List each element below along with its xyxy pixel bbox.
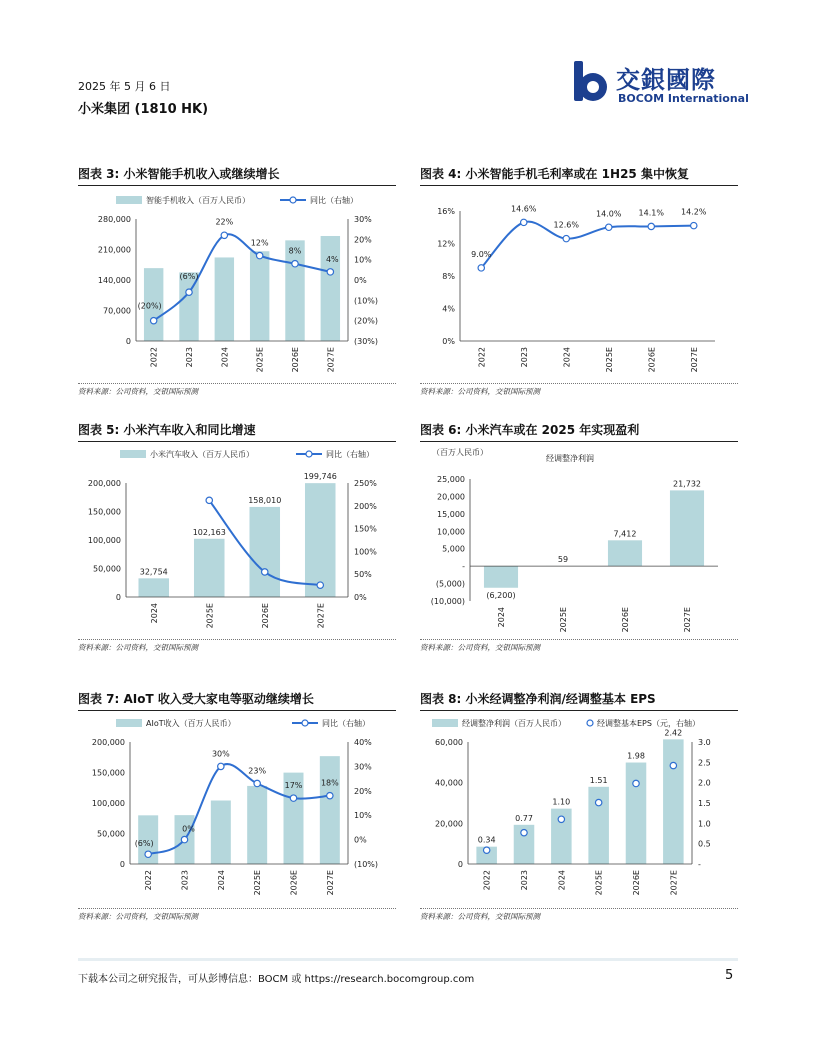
x-tick-label: 2025E xyxy=(559,607,568,633)
logo-chinese-name: 交銀國際 xyxy=(616,66,716,94)
source-rule xyxy=(78,639,396,640)
line-point xyxy=(563,235,569,241)
legend-bar-label: 小米汽车收入（百万人民币） xyxy=(150,450,254,459)
x-tick-label: 2026E xyxy=(260,603,270,629)
source-note: 资料来源：公司资料，交银国际预测 xyxy=(78,643,198,652)
y2-tick-label: 100% xyxy=(354,547,377,557)
line-point xyxy=(521,829,527,835)
x-tick-label: 2022 xyxy=(482,870,492,891)
chart-panel-smartphone-revenue xyxy=(78,165,396,400)
line-data-label: 8% xyxy=(288,246,302,256)
x-tick-label: 2027E xyxy=(669,870,679,896)
source-rule xyxy=(420,639,738,640)
y-tick-label: 0 xyxy=(119,860,125,869)
line-data-label: 14.6% xyxy=(511,204,537,214)
y-tick-label: - xyxy=(462,562,465,572)
y-tick-label: 0 xyxy=(457,860,463,869)
x-tick-label: 2025E xyxy=(604,347,614,373)
title-rule xyxy=(78,185,396,186)
y2-tick-label: 3.0 xyxy=(698,738,711,747)
y-tick-label: 20,000 xyxy=(435,819,463,829)
x-tick-label: 2027E xyxy=(325,870,335,896)
y-tick-label: 200,000 xyxy=(87,479,121,488)
bar xyxy=(194,539,225,597)
chart-title: 图表 4: 小米智能手机毛利率或在 1H25 集中恢复 xyxy=(420,167,689,181)
line-point xyxy=(327,269,333,275)
y2-tick-label: 0% xyxy=(354,835,367,845)
source-note: 资料来源：公司资料，交银国际预测 xyxy=(78,912,198,921)
chart-title: 图表 8: 小米经调整净利润/经调整基本 EPS xyxy=(420,692,656,706)
legend-bar-swatch xyxy=(116,719,142,727)
bar xyxy=(663,739,684,864)
line-series xyxy=(481,222,694,268)
line-data-label: (6%) xyxy=(134,839,154,849)
chart-title: 图表 6: 小米汽车或在 2025 年实现盈利 xyxy=(420,423,640,437)
bar xyxy=(247,786,267,864)
line-data-label: 30% xyxy=(211,749,230,759)
legend-line-marker xyxy=(290,197,296,203)
x-tick-label: 2023 xyxy=(180,870,190,891)
chart-panel-ev-revenue xyxy=(78,421,396,656)
bar xyxy=(320,756,340,864)
line-data-label: 23% xyxy=(248,766,267,776)
footer-disclaimer: 下载本公司之研究报告，可从彭博信息：BOCM 或 https://research.bocomgroup.com xyxy=(78,974,475,985)
line-data-label: 4% xyxy=(325,254,339,264)
line-data-label: (6%) xyxy=(179,272,199,282)
legend-line-label: 同比（右轴） xyxy=(326,450,374,459)
y-tick-label: 150,000 xyxy=(91,768,125,778)
chart-ev-profit xyxy=(420,445,738,641)
bar-data-label: 199,746 xyxy=(303,472,337,482)
page-number: 5 xyxy=(725,968,734,983)
y-tick-label: (10,000) xyxy=(430,597,465,606)
source-note: 资料来源：公司资料，交银国际预测 xyxy=(420,387,540,396)
chart-panel-ev-profit xyxy=(420,421,738,656)
title-rule xyxy=(78,441,396,442)
y2-tick-label: 30% xyxy=(354,762,372,772)
y-tick-label: 60,000 xyxy=(435,738,463,747)
bar xyxy=(626,763,647,864)
y-tick-label: 70,000 xyxy=(103,306,131,316)
chart-legend-label: 经调整净利润 xyxy=(546,454,594,463)
y-tick-label: 8% xyxy=(442,272,455,281)
y2-tick-label: 10% xyxy=(354,255,372,265)
y-tick-label: (5,000) xyxy=(435,579,465,589)
line-data-label: 14.1% xyxy=(638,208,664,218)
chart-smartphone-revenue xyxy=(78,189,396,385)
line-data-label: 9.0% xyxy=(471,249,492,259)
x-tick-label: 2025E xyxy=(205,603,215,629)
y2-tick-label: (10%) xyxy=(354,860,379,869)
title-rule xyxy=(420,710,738,711)
x-tick-label: 2027E xyxy=(683,607,692,633)
x-tick-label: 2026E xyxy=(291,347,300,373)
line-point xyxy=(218,763,224,769)
legend-bar-label: 经调整净利润（百万人民币） xyxy=(462,719,566,728)
chart-panel-adjusted-profit-eps xyxy=(420,690,738,925)
y2-tick-label: 150% xyxy=(354,524,377,534)
y2-tick-label: (30%) xyxy=(354,337,379,346)
x-tick-label: 2024 xyxy=(149,603,159,624)
report-date: 2025 年 5 月 6 日 xyxy=(78,80,171,93)
y-tick-label: 25,000 xyxy=(437,475,465,484)
y2-tick-label: 250% xyxy=(354,479,377,488)
x-tick-label: 2027E xyxy=(689,347,699,373)
y-tick-label: 280,000 xyxy=(97,215,131,224)
x-tick-label: 2022 xyxy=(149,347,159,368)
legend-bar-label: 智能手机收入（百万人民币） xyxy=(146,196,250,205)
legend-line-label: 经调整基本EPS（元，右轴） xyxy=(597,719,700,728)
y2-tick-label: 0.5 xyxy=(698,839,711,849)
bar-data-label: (6,200) xyxy=(486,590,516,600)
x-tick-label: 2024 xyxy=(220,347,230,368)
chart-smartphone-margin xyxy=(420,189,738,385)
legend-line-marker xyxy=(587,720,593,726)
source-rule xyxy=(420,383,738,384)
x-tick-label: 2026E xyxy=(621,607,630,633)
bocom-logo-icon xyxy=(568,58,612,106)
bar xyxy=(588,787,609,864)
line-point xyxy=(633,780,639,786)
y2-tick-label: 1.5 xyxy=(698,799,711,808)
bar xyxy=(670,490,704,566)
x-tick-label: 2026E xyxy=(647,347,657,373)
y2-tick-label: 200% xyxy=(354,501,377,511)
y-tick-label: 20,000 xyxy=(437,492,465,502)
x-tick-label: 2024 xyxy=(497,607,506,628)
y-tick-label: 10,000 xyxy=(437,527,465,537)
y2-tick-label: 20% xyxy=(354,235,372,245)
bar-data-label: 1.98 xyxy=(627,751,645,761)
bar-data-label: 0.77 xyxy=(515,813,533,823)
bar-data-label: 2.42 xyxy=(664,728,683,738)
title-rule xyxy=(420,185,738,186)
line-point xyxy=(317,582,323,588)
y-tick-label: 50,000 xyxy=(93,564,121,574)
line-data-label: 0% xyxy=(182,824,195,834)
source-rule xyxy=(78,908,396,909)
chart-panel-aiot-revenue xyxy=(78,690,396,925)
line-point xyxy=(290,795,296,801)
y2-tick-label: 2.0 xyxy=(698,778,711,788)
x-tick-label: 2024 xyxy=(216,870,226,891)
y-tick-label: 4% xyxy=(442,304,455,314)
line-point xyxy=(648,223,654,229)
source-note: 资料来源：公司资料，交银国际预测 xyxy=(420,643,540,652)
bar-data-label: 102,163 xyxy=(192,527,226,537)
y2-tick-label: 20% xyxy=(354,786,372,796)
line-data-label: 18% xyxy=(320,778,339,788)
x-tick-label: 2023 xyxy=(520,870,529,891)
bar-data-label: 0.34 xyxy=(477,835,496,845)
x-tick-label: 2025E xyxy=(594,870,604,896)
line-point xyxy=(521,219,527,225)
line-data-label: 22% xyxy=(215,217,234,227)
legend-bar-swatch xyxy=(120,450,146,458)
line-point xyxy=(256,252,262,258)
line-point xyxy=(186,289,192,295)
chart-title: 图表 7: AIoT 收入受大家电等驱动继续增长 xyxy=(78,692,314,706)
unit-label: （百万人民币） xyxy=(432,448,488,457)
x-tick-label: 2024 xyxy=(562,347,572,368)
x-tick-label: 2027E xyxy=(316,603,326,629)
line-data-label: 12.6% xyxy=(553,220,579,230)
line-point xyxy=(691,222,697,228)
bar-data-label: 7,412 xyxy=(613,529,637,539)
line-point xyxy=(558,816,564,822)
bar xyxy=(484,566,518,588)
line-point xyxy=(606,224,612,230)
line-data-label: 14.2% xyxy=(681,207,707,217)
chart-adjusted-profit-eps xyxy=(420,714,738,910)
line-point xyxy=(145,851,151,857)
x-tick-label: 2025E xyxy=(253,870,263,896)
y2-tick-label: 10% xyxy=(354,811,372,821)
chart-title: 图表 5: 小米汽车收入和同比增速 xyxy=(78,423,256,437)
source-note: 资料来源：公司资料，交银国际预测 xyxy=(420,912,540,921)
x-tick-label: 2025E xyxy=(255,347,265,373)
x-tick-label: 2026E xyxy=(632,870,641,896)
source-rule xyxy=(78,383,396,384)
y2-tick-label: 40% xyxy=(354,738,372,747)
line-point xyxy=(206,497,212,503)
y-tick-label: 210,000 xyxy=(97,245,131,255)
y-tick-label: 50,000 xyxy=(97,829,125,839)
line-point xyxy=(150,317,156,323)
legend-bar-swatch xyxy=(432,719,458,727)
bar xyxy=(305,483,336,597)
line-point xyxy=(292,261,298,267)
chart-title: 图表 3: 小米智能手机收入或继续增长 xyxy=(78,167,280,181)
title-rule xyxy=(420,441,738,442)
bar xyxy=(608,540,642,566)
bocom-logo xyxy=(568,58,749,108)
x-tick-label: 2022 xyxy=(144,870,154,891)
bar-data-label: 158,010 xyxy=(248,495,282,505)
line-point xyxy=(478,265,484,271)
bar-data-label: 1.10 xyxy=(552,797,571,807)
legend-line-marker xyxy=(302,720,308,726)
y-tick-label: 100,000 xyxy=(87,536,121,545)
y-tick-label: 12% xyxy=(437,239,455,249)
y2-tick-label: 50% xyxy=(354,570,372,580)
y-tick-label: 0 xyxy=(115,593,121,602)
legend-line-marker xyxy=(306,451,312,457)
y2-tick-label: 0% xyxy=(354,276,367,285)
line-point xyxy=(262,569,268,575)
line-point xyxy=(327,792,333,798)
bar-data-label: 59 xyxy=(557,554,569,564)
y2-tick-label: - xyxy=(698,860,701,869)
legend-line-label: 同比（右轴） xyxy=(310,196,358,205)
title-rule xyxy=(78,710,396,711)
y2-tick-label: 2.5 xyxy=(698,758,711,768)
chart-aiot-revenue xyxy=(78,714,396,910)
y-tick-label: 0% xyxy=(442,337,455,346)
y2-tick-label: (20%) xyxy=(354,316,379,326)
x-tick-label: 2027E xyxy=(326,347,336,373)
footer-rule xyxy=(78,958,738,961)
chart-ev-revenue xyxy=(78,445,396,641)
y-tick-label: 40,000 xyxy=(435,778,463,788)
legend-bar-swatch xyxy=(116,196,142,204)
line-point xyxy=(483,847,489,853)
line-point xyxy=(181,836,187,842)
logo-english-name: BOCOM International xyxy=(618,92,749,105)
bar xyxy=(215,257,234,341)
line-data-label: 12% xyxy=(250,238,269,248)
x-tick-label: 2023 xyxy=(519,347,529,368)
bar xyxy=(321,236,340,341)
line-data-label: (20%) xyxy=(137,301,162,311)
y2-tick-label: 30% xyxy=(354,215,372,224)
legend-bar-label: AIoT收入（百万人民币） xyxy=(146,719,236,728)
line-point xyxy=(595,799,601,805)
line-point xyxy=(254,780,260,786)
y2-tick-label: (10%) xyxy=(354,296,379,306)
bar xyxy=(138,578,169,597)
line-point xyxy=(221,232,227,238)
y-tick-label: 140,000 xyxy=(97,276,131,285)
y-tick-label: 15,000 xyxy=(437,509,465,519)
legend-line-label: 同比（右轴） xyxy=(322,719,370,728)
line-point xyxy=(670,762,676,768)
line-data-label: 17% xyxy=(284,781,303,791)
y2-tick-label: 1.0 xyxy=(698,819,711,829)
y-tick-label: 200,000 xyxy=(91,738,125,747)
x-tick-label: 2022 xyxy=(477,347,487,368)
y-tick-label: 150,000 xyxy=(87,507,121,517)
y-tick-label: 5,000 xyxy=(442,544,465,554)
company-title: 小米集团 (1810 HK) xyxy=(78,102,209,117)
bar-data-label: 1.51 xyxy=(589,775,608,785)
chart-panel-smartphone-margin xyxy=(420,165,738,400)
x-tick-label: 2026E xyxy=(289,870,299,896)
x-tick-label: 2023 xyxy=(185,347,194,368)
y-tick-label: 100,000 xyxy=(91,799,125,808)
x-tick-label: 2024 xyxy=(557,870,567,891)
y-tick-label: 0 xyxy=(125,337,131,346)
bar-data-label: 32,754 xyxy=(139,567,168,577)
line-data-label: 14.0% xyxy=(596,209,622,219)
source-rule xyxy=(420,908,738,909)
y-tick-label: 16% xyxy=(437,207,455,216)
y2-tick-label: 0% xyxy=(354,593,367,602)
bar xyxy=(250,251,269,341)
bar xyxy=(211,800,231,864)
bar-data-label: 21,732 xyxy=(673,479,701,489)
source-note: 资料来源：公司资料，交银国际预测 xyxy=(78,387,198,396)
bar xyxy=(249,507,280,597)
